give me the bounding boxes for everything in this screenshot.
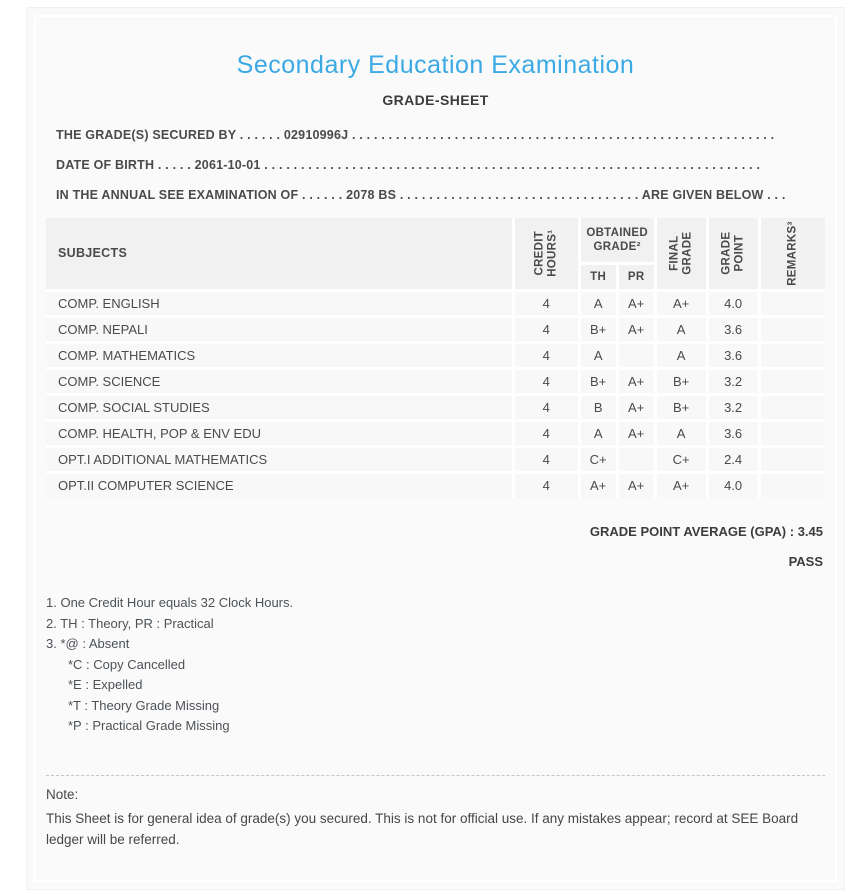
- note-label: Note:: [46, 786, 79, 802]
- date-of-birth-line: [56, 158, 815, 172]
- credit-hours-cell: 4: [513, 394, 579, 420]
- dashed-divider: [46, 775, 825, 776]
- dot-leader: . . . . . . . . . . . . . . . . . . . . . . . . . . . . . . . . . . . . . . . . . . . . . . . . . . . . . . . . . .: [351, 128, 775, 142]
- practical-grade-cell: A+: [617, 316, 655, 342]
- grades-secured-label: THE GRADE(S) SECURED BY: [56, 128, 237, 142]
- final-grade-rotated-label: [668, 232, 694, 275]
- credit-hours-cell: 4: [513, 446, 579, 472]
- theory-grade-cell: A: [579, 342, 617, 368]
- grade-point-cell: 2.4: [707, 446, 759, 472]
- subject-cell: COMP. HEALTH, POP & ENV EDU: [46, 420, 513, 446]
- table-row: [46, 316, 825, 342]
- credit-hours-rotated-label: [533, 230, 559, 277]
- remarks-cell: [759, 472, 825, 498]
- subject-cell: OPT.I ADDITIONAL MATHEMATICS: [46, 446, 513, 472]
- remarks-cell: [759, 290, 825, 316]
- credit-hours-cell: 4: [513, 342, 579, 368]
- exam-year-line: [56, 188, 815, 202]
- date-of-birth-label: DATE OF BIRTH: [56, 158, 155, 172]
- theory-grade-cell: A: [579, 290, 617, 316]
- credit-hours-cell: 4: [513, 420, 579, 446]
- practical-column-header: PR: [617, 264, 655, 290]
- footnotes: [46, 593, 825, 737]
- remarks-cell: [759, 342, 825, 368]
- table-row: [46, 368, 825, 394]
- subject-cell: COMP. NEPALI: [46, 316, 513, 342]
- grade-point-cell: 4.0: [707, 290, 759, 316]
- practical-grade-cell: A+: [617, 290, 655, 316]
- final-grade-line1: FINAL: [667, 235, 680, 271]
- result-status: PASS: [788, 554, 823, 569]
- credit-hours-cell: 4: [513, 472, 579, 498]
- subjects-column-header: SUBJECTS: [46, 218, 513, 290]
- final-grade-line2: GRADE: [681, 231, 694, 275]
- theory-grade-cell: B+: [579, 316, 617, 342]
- subject-cell: COMP. SCIENCE: [46, 368, 513, 394]
- grade-point-line2: POINT: [733, 234, 746, 272]
- footnote-item: 1. One Credit Hour equals 32 Clock Hours.: [46, 595, 294, 610]
- remarks-column-header: [759, 218, 825, 290]
- are-given-below-suffix: ARE GIVEN BELOW . . .: [641, 188, 786, 202]
- remarks-cell: [759, 368, 825, 394]
- date-of-birth-value: 2061-10-01: [194, 158, 261, 172]
- grade-point-cell: 3.6: [707, 420, 759, 446]
- symbol-number-value: 02910996J: [283, 128, 349, 142]
- footnote-item: 2. TH : Theory, PR : Practical: [46, 615, 214, 631]
- practical-grade-cell: A+: [617, 394, 655, 420]
- remarks-cell: [759, 420, 825, 446]
- sheet-subtitle: GRADE-SHEET: [382, 92, 489, 108]
- grade-sheet-card: [26, 7, 845, 890]
- practical-grade-cell: A+: [617, 420, 655, 446]
- dot-leader: . . . . . . . . . . . . . . . . . . . . . . . . . . . . . . . . .: [399, 188, 639, 202]
- practical-grade-cell: [617, 446, 655, 472]
- remarks-rotated-label: REMARKS³: [786, 221, 799, 286]
- grades-table-body: [46, 290, 825, 498]
- grade-point-rotated-label: [720, 232, 746, 275]
- grade-point-cell: 4.0: [707, 472, 759, 498]
- grade-point-cell: 3.6: [707, 316, 759, 342]
- grade-point-cell: 3.6: [707, 342, 759, 368]
- final-grade-cell: A: [655, 420, 707, 446]
- table-header-row: [46, 218, 825, 264]
- grade-point-column-header: [707, 218, 759, 290]
- subject-cell: OPT.II COMPUTER SCIENCE: [46, 472, 513, 498]
- dot-leader: . . . . .: [157, 158, 191, 172]
- dot-leader: . . . . . .: [301, 188, 343, 202]
- dot-leader: . . . . . .: [239, 128, 281, 142]
- remarks-cell: [759, 394, 825, 420]
- footnote-item: *E : Expelled: [68, 677, 143, 692]
- note-section: [46, 784, 825, 850]
- subject-cell: COMP. MATHEMATICS: [46, 342, 513, 368]
- subject-cell: COMP. SOCIAL STUDIES: [46, 394, 513, 420]
- remarks-cell: [759, 316, 825, 342]
- gpa-value: 3.45: [797, 524, 823, 539]
- grades-secured-line: [56, 128, 815, 142]
- grade-point-cell: 3.2: [707, 394, 759, 420]
- theory-column-header: TH: [579, 264, 617, 290]
- obtained-grade-line2: GRADE²: [593, 241, 641, 254]
- theory-grade-cell: A+: [579, 472, 617, 498]
- table-row: [46, 420, 825, 446]
- credit-hours-column-header: [513, 218, 579, 290]
- remarks-cell: [759, 446, 825, 472]
- candidate-info: [46, 128, 825, 202]
- obtained-grade-line1: OBTAINED: [586, 226, 648, 239]
- practical-grade-cell: A+: [617, 368, 655, 394]
- final-grade-cell: B+: [655, 368, 707, 394]
- credit-hours-line2: HOURS¹: [546, 229, 559, 277]
- final-grade-cell: A+: [655, 472, 707, 498]
- table-row: [46, 342, 825, 368]
- subject-cell: COMP. ENGLISH: [46, 290, 513, 316]
- grade-point-cell: 3.2: [707, 368, 759, 394]
- grade-sheet-inner: [34, 15, 837, 882]
- note-text: This Sheet is for general idea of grade(s) you secured. This is not for official use. If any mistakes appear; record at SEE Board ledger will be referred.: [46, 810, 799, 847]
- credit-hours-line1: CREDIT: [532, 230, 545, 276]
- table-row: [46, 290, 825, 316]
- gpa-line: [46, 524, 825, 539]
- final-grade-cell: C+: [655, 446, 707, 472]
- footnote-item: *P : Practical Grade Missing: [68, 718, 230, 733]
- practical-grade-cell: A+: [617, 472, 655, 498]
- page-title: Secondary Education Examination: [236, 51, 635, 79]
- theory-grade-cell: B: [579, 394, 617, 420]
- obtained-grade-column-header: [579, 218, 655, 264]
- credit-hours-cell: 4: [513, 316, 579, 342]
- footnote-item: *C : Copy Cancelled: [68, 656, 186, 672]
- grades-table: [46, 218, 825, 498]
- final-grade-cell: A: [655, 316, 707, 342]
- credit-hours-cell: 4: [513, 290, 579, 316]
- final-grade-cell: A+: [655, 290, 707, 316]
- theory-grade-cell: C+: [579, 446, 617, 472]
- table-row: [46, 394, 825, 420]
- theory-grade-cell: A: [579, 420, 617, 446]
- table-row: [46, 472, 825, 498]
- exam-year-label: IN THE ANNUAL SEE EXAMINATION OF: [56, 188, 299, 202]
- gpa-label: GRADE POINT AVERAGE (GPA) :: [589, 524, 795, 539]
- final-grade-cell: B+: [655, 394, 707, 420]
- final-grade-cell: A: [655, 342, 707, 368]
- final-grade-column-header: [655, 218, 707, 290]
- table-row: [46, 446, 825, 472]
- footnote-item: 3. *@ : Absent: [46, 636, 130, 651]
- credit-hours-cell: 4: [513, 368, 579, 394]
- footnote-item: *T : Theory Grade Missing: [68, 697, 220, 713]
- theory-grade-cell: B+: [579, 368, 617, 394]
- grade-point-line1: GRADE: [719, 231, 732, 275]
- dot-leader: . . . . . . . . . . . . . . . . . . . . . . . . . . . . . . . . . . . . . . . . . . . . . . . . . . . . . . . . . . . . . . . . . . . .: [264, 158, 761, 172]
- grades-table-header: [46, 218, 825, 290]
- practical-grade-cell: [617, 342, 655, 368]
- exam-year-value: 2078 BS: [346, 188, 397, 202]
